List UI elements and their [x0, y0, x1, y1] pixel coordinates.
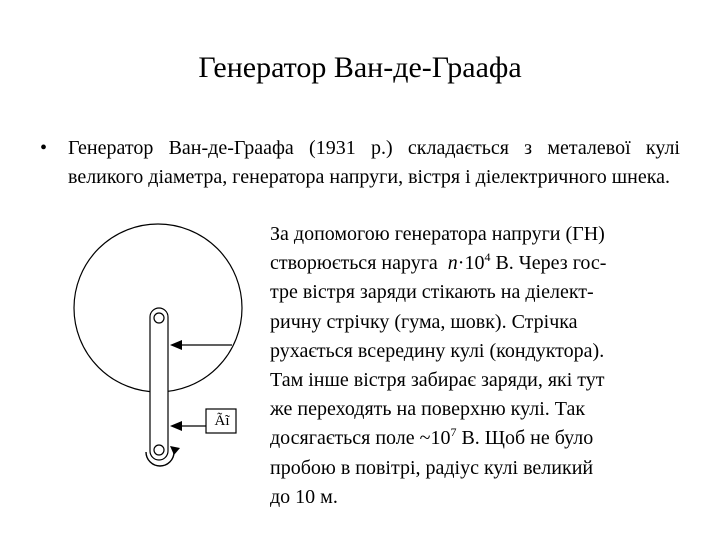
description-line-2 — [270, 249, 680, 278]
description-line-9: пробою в повітрі, радіус кулі великий — [270, 456, 594, 479]
description-line-5: рухається всередину кулі (кондуктора). — [270, 339, 605, 362]
bullet-paragraph: Генератор Ван-де-Граафа (1931 р.) складається з металевої кулі великого діаметра, генератора напруги, вістря і діелектричного шнека. — [68, 137, 680, 188]
power-exponent: 4 — [484, 249, 491, 264]
description-line-2-end: В. Через гос- — [490, 252, 607, 275]
page-title: Генератор Ван-де-Граафа — [198, 51, 522, 84]
upper-comb-arrowhead — [170, 340, 182, 350]
description-line-8-start: досягається поле ~10 — [270, 427, 451, 450]
description-line-6: Там інше вістря забирає заряди, які тут — [270, 369, 605, 392]
multiplier-variable: n — [447, 252, 458, 275]
voltage-generator-label: Ãĩ — [214, 413, 230, 429]
lower-comb-arrowhead — [170, 421, 182, 431]
bullet-symbol: • — [40, 137, 48, 159]
description-line-10: до 10 м. — [270, 485, 338, 508]
power-base: ·10 — [457, 252, 485, 275]
description-line-1: За допомогою генератора напруги (ГН) — [270, 223, 605, 245]
field-exponent: 7 — [450, 424, 457, 439]
description-block — [270, 220, 680, 512]
description-line-4: ричну стрічку (гума, шовк). Стрічка — [270, 310, 578, 333]
description-line-3: тре вістря заряди стікають на діелект- — [270, 281, 594, 304]
description-line-8 — [270, 424, 680, 453]
dielectric-belt — [150, 308, 168, 460]
description-line-7: же переходять на поверхню кулі. Так — [270, 398, 586, 421]
description-line-8-end: В. Щоб не було — [456, 427, 594, 450]
rotation-arrowhead — [170, 446, 180, 455]
description-line-2-start: створюється наруга — [270, 252, 438, 275]
